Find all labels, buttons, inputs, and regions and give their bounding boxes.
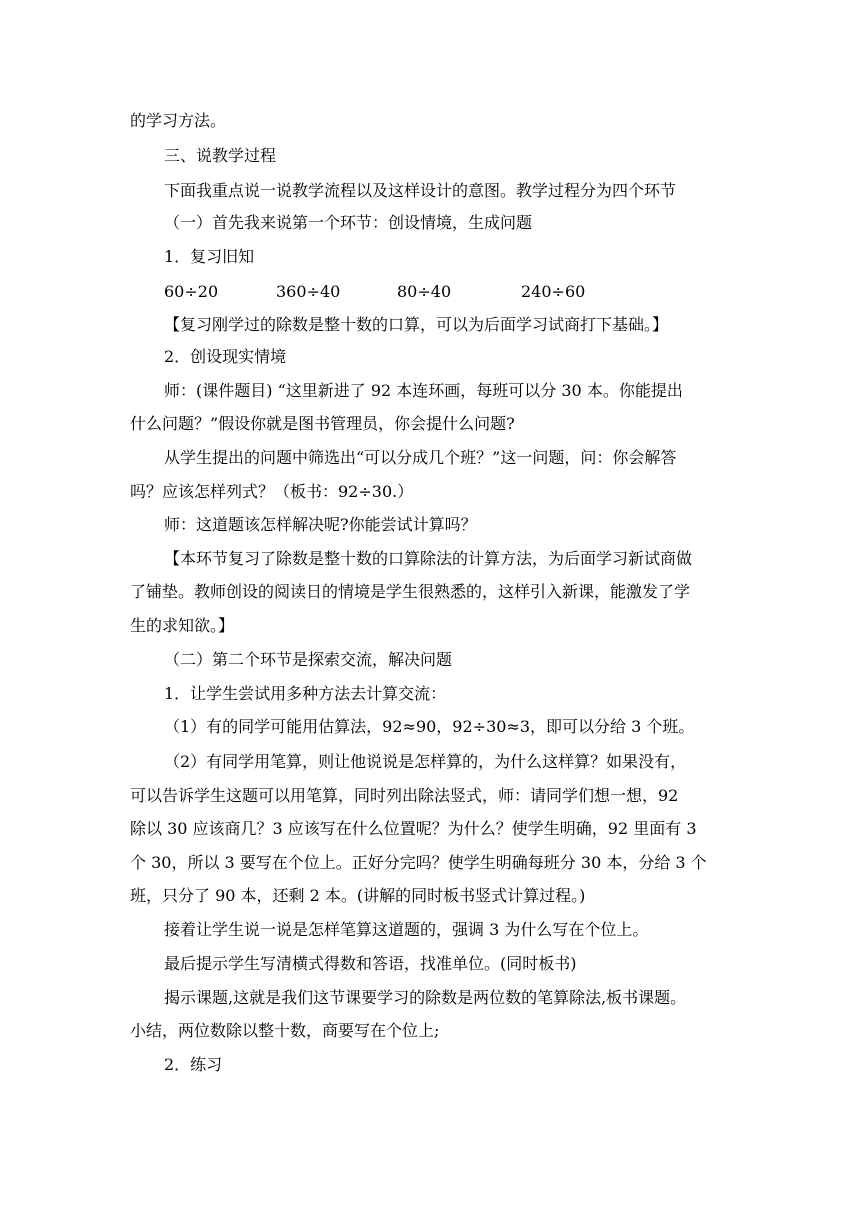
text-line: 班，只分了 90 本，还剩 2 本。(讲解的同时板书竖式计算过程。) — [130, 886, 586, 905]
item-heading: 1．复习旧知 — [164, 247, 255, 266]
text-line: 的学习方法。 — [130, 111, 227, 130]
text-line: （1）有的同学可能用估算法，92≈90，92÷30≈3，即可以分给 3 个班。 — [164, 717, 695, 736]
text-line: 师：这道题该怎样解决呢?你能尝试计算吗？ — [164, 515, 477, 534]
text-line: 揭示课题,这就是我们这节课要学习的除数是两位数的笔算除法,板书课题。 — [164, 988, 687, 1007]
item-heading: 1．让学生尝试用多种方法去计算交流： — [164, 684, 447, 703]
text-line: 可以告诉学生这题可以用笔算，同时列出除法竖式，师：请同学们想一想，92 — [130, 786, 679, 805]
review-exercise: 60÷20 — [164, 282, 219, 301]
text-line: 小结，两位数除以整十数，商要写在个位上; — [130, 1021, 440, 1040]
text-line: 接着让学生说一说是怎样笔算这道题的，强调 3 为什么写在个位上。 — [164, 920, 649, 939]
item-heading: 2．创设现实情境 — [164, 347, 287, 366]
text-line: 个 30，所以 3 要写在个位上。正好分完吗？使学生明确每班分 30 本，分给 3 个 — [130, 853, 707, 872]
annotation-note: 了铺垫。教师创设的阅读日的情境是学生很熟悉的，这样引入新课，能激发了学 — [130, 582, 691, 601]
annotation-note: 【复习刚学过的除数是整十数的口算，可以为后面学习试商打下基础。】 — [164, 315, 669, 334]
text-line: 最后提示学生写清横式得数和答语，找准单位。(同时板书) — [164, 954, 577, 973]
review-exercise: 240÷60 — [521, 282, 586, 301]
subsection-heading: （二）第二个环节是探索交流，解决问题 — [164, 650, 453, 669]
review-exercise: 80÷40 — [397, 282, 452, 301]
text-line: （2）有同学用笔算，则让他说说是怎样算的，为什么这样算？如果没有， — [164, 752, 687, 771]
text-line: 什么问题？”假设你就是图书管理员，你会提什么问题? — [130, 414, 515, 433]
subsection-heading: （一）首先我来说第一个环节：创设情境，生成问题 — [164, 213, 533, 232]
text-line: 除以 30 应该商几？3 应该写在什么位置呢？为什么？使学生明确，92 里面有 3 — [130, 819, 697, 838]
annotation-note: 生的求知欲。】 — [130, 616, 235, 635]
text-line: 从学生提出的问题中筛选出“可以分成几个班？”这一问题，问：你会解答 — [164, 448, 677, 467]
item-heading: 2．练习 — [164, 1055, 223, 1074]
text-line: 吗？应该怎样列式？（板书：92÷30.） — [130, 482, 414, 501]
text-line: 师：(课件题目) “这里新进了 92 本连环画，每班可以分 30 本。你能提出 — [164, 381, 683, 400]
annotation-note: 【本环节复习了除数是整十数的口算除法的计算方法，为后面学习新试商做 — [164, 549, 693, 568]
text-line: 下面我重点说一说教学流程以及这样设计的意图。教学过程分为四个环节 — [164, 181, 677, 200]
review-exercise: 360÷40 — [276, 282, 341, 301]
section-heading: 三、说教学过程 — [164, 146, 277, 165]
